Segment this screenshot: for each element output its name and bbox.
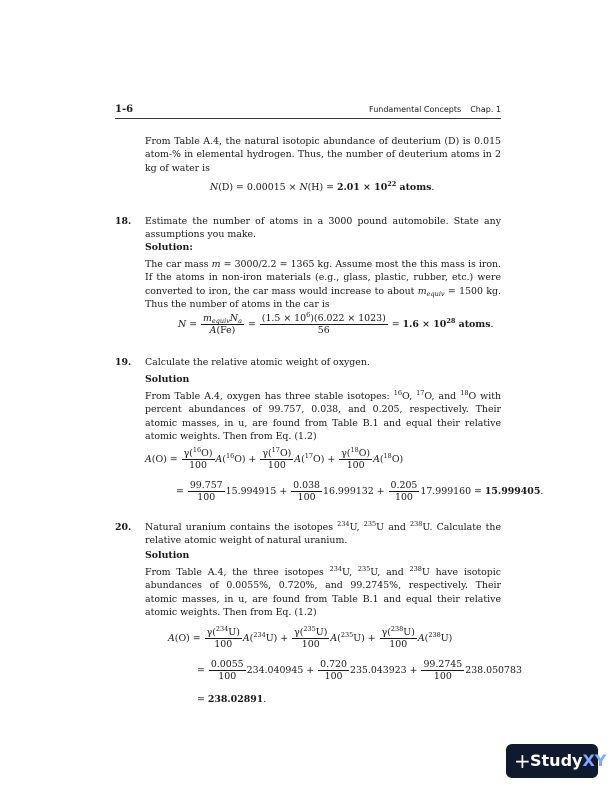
problem-18-solution-text: The car mass m = 3000/2.2 = 1365 kg. Assume most the this mass is iron. If the atoms in non-iron materials (e.g., glass, plastic, rubber, etc.) were converted to iron, the car mass would increase to about $m_{equiv} = 1500$ kg. Thus the number of atoms in the car is	[145, 259, 502, 311]
problem-19-solution-label: Solution	[145, 374, 190, 385]
problem-18-question-text: Estimate the number of atoms in a 3000 pound automobile. State any assumptions you make.	[145, 216, 501, 241]
logo-text: StudyXY	[530, 751, 607, 770]
running-head	[369, 103, 501, 116]
equation-oxygen-numeric: = $\frac{99.757}{100}$ 15.994915 + $\frac{0.038}{100}$ 16.999132 + $\frac{0.205}{100}$ 17.999160 = 15.999405.	[176, 480, 544, 503]
problem-20-question: Natural uranium contains the isotopes $^{234}$U, $^{235}$U and $^{238}$U. Calculate the relative atomic weight of natural uranium.	[145, 520, 502, 547]
equation-uranium-general: A(O) = $\frac{\gamma(^{234}U)}{100}$ A($^{234}$U) + $\frac{\gamma(^{235}U)}{100}$ A($^{235}$U) + $\frac{\gamma(^{238}U)}{100}$ A($^{238}$U)	[168, 625, 453, 650]
problem-20-solution-text: From Table A.4, the three isotopes $^{234}$U, $^{235}$U, and $^{238}$U have isotopic abundances of 0.0055%, 0.720%, and 99.2745%, respectively. Their atomic masses, in u, are found from Table B.1 and equal their relative atomic weights. Then from Eq. (1.2)	[145, 565, 501, 619]
page-number: 1-6	[115, 104, 134, 115]
plus-icon: +	[514, 749, 531, 773]
problem-19-question	[145, 356, 501, 369]
studyxy-logo	[506, 744, 607, 778]
chapter-label: Chap. 1	[470, 105, 501, 114]
problem-18-number: 18.	[115, 216, 132, 227]
equation-uranium-numeric: = $\frac{0.0055}{100}$ 234.040945 + $\frac{0.720}{100}$ 235.043923 + $\frac{99.2745}{100}$ 238.050783	[197, 659, 522, 682]
equation-car-atoms: N = $\frac{m_{equiv}N_a}{A(Fe)}$ = $\frac{(1.5 \times 10^6)(6.022 \times 1023)}{56}$ = $1.6 \times 10^{28}$ atoms.	[178, 311, 494, 336]
intro-text: From Table A.4, the natural isotopic abundance of deuterium (D) is 0.015 atom-% in elemental hydrogen. Thus, the number of deuterium atoms in 2 kg of water is	[145, 136, 501, 174]
problem-18-question	[145, 215, 501, 242]
problem-19-solution-text: From Table A.4, oxygen has three stable isotopes: $^{16}$O, $^{17}$O, and $^{18}$O with percent abundances of 99.757, 0.038, and 0.205, respectively. Their atomic masses, in u, are found from Table B.1 and equal their relative atomic weights. Then from Eq. (1.2)	[145, 389, 501, 443]
intro-paragraph	[145, 135, 501, 175]
equation-oxygen-general: A(O) = $\frac{\gamma(^{16}O)}{100}$ A($^{16}$O) + $\frac{\gamma(^{17}O)}{100}$ A($^{17}$O) + $\frac{\gamma(^{18}O)}{100}$ A($^{18}$O)	[145, 446, 404, 471]
section-title: Fundamental Concepts	[369, 105, 462, 114]
problem-20-solution-label: Solution	[145, 550, 190, 561]
equation-uranium-result: = 238.02891.	[197, 694, 267, 705]
problem-18-solution-label: Solution:	[145, 242, 193, 253]
equation-deuterium: $N(D) = 0.00015 \times N(H) = 2.01 \times 10^{22}$ atoms.	[210, 180, 435, 193]
header-rule	[115, 118, 501, 119]
page-header	[115, 103, 501, 117]
problem-19-question-text: Calculate the relative atomic weight of oxygen.	[145, 357, 370, 368]
problem-20-number: 20.	[115, 522, 132, 533]
problem-19-number: 19.	[115, 357, 132, 368]
